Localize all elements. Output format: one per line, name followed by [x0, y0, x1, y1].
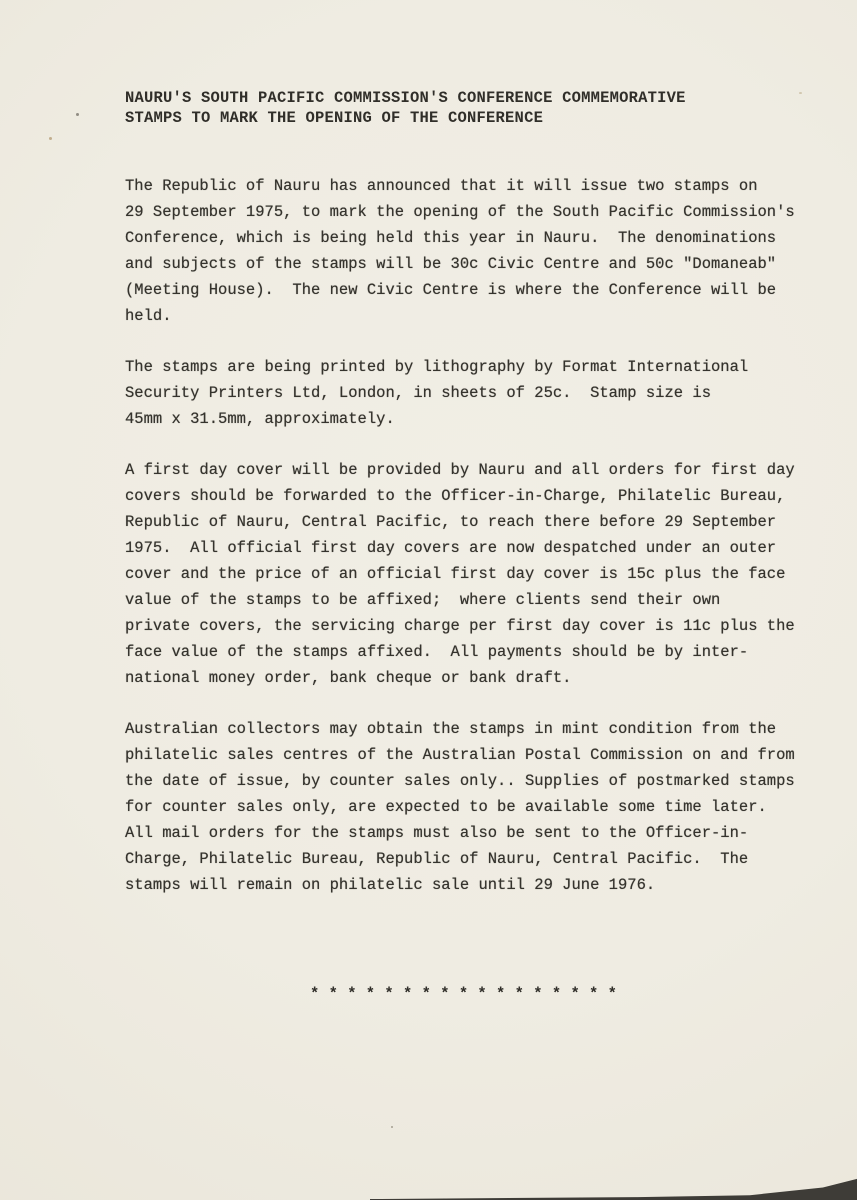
- paper-speck: [49, 137, 52, 140]
- text-line: Australian collectors may obtain the stamps in mint condition from the: [125, 720, 777, 738]
- text-line: The Republic of Nauru has announced that it will issue two stamps on: [125, 177, 758, 195]
- text-line: for counter sales only, are expected to be available some time later.: [125, 798, 767, 816]
- paragraph-australian-collectors: [125, 716, 795, 898]
- text-line: All mail orders for the stamps must also be sent to the Officer-in-: [125, 824, 749, 842]
- text-line: Security Printers Ltd, London, in sheets of 25c. Stamp size is: [125, 384, 711, 402]
- title-line: NAURU'S SOUTH PACIFIC COMMISSION'S CONFERENCE COMMEMORATIVE: [125, 89, 686, 107]
- title-line: STAMPS TO MARK THE OPENING OF THE CONFERENCE: [125, 109, 544, 127]
- text-line: The stamps are being printed by lithography by Format International: [125, 358, 749, 376]
- text-line: Republic of Nauru, Central Pacific, to reach there before 29 September: [125, 513, 777, 531]
- paragraph-first-day-cover: [125, 457, 795, 691]
- text-line: Charge, Philatelic Bureau, Republic of Nauru, Central Pacific. The: [125, 850, 749, 868]
- scan-edge-shadow: [370, 1176, 857, 1200]
- document-title: [125, 88, 686, 128]
- paragraph-printing: [125, 354, 785, 432]
- text-line: (Meeting House). The new Civic Centre is where the Conference will be: [125, 281, 777, 299]
- text-line: covers should be forwarded to the Officer-in-Charge, Philatelic Bureau,: [125, 487, 786, 505]
- text-line: and subjects of the stamps will be 30c Civic Centre and 50c "Domaneab": [125, 255, 777, 273]
- text-line: face value of the stamps affixed. All payments should be by inter-: [125, 643, 749, 661]
- paper-speck: [76, 113, 79, 116]
- text-line: national money order, bank cheque or bank draft.: [125, 669, 572, 687]
- text-line: held.: [125, 307, 172, 325]
- text-line: 29 September 1975, to mark the opening of the South Pacific Commission's: [125, 203, 795, 221]
- paper-speck: [799, 92, 802, 94]
- text-line: private covers, the servicing charge per first day cover is 11c plus the: [125, 617, 795, 635]
- text-line: Conference, which is being held this year in Nauru. The denominations: [125, 229, 777, 247]
- text-line: the date of issue, by counter sales only.. Supplies of postmarked stamps: [125, 772, 795, 790]
- text-line: stamps will remain on philatelic sale until 29 June 1976.: [125, 876, 656, 894]
- text-line: 45mm x 31.5mm, approximately.: [125, 410, 395, 428]
- paragraph-announcement: [125, 173, 795, 329]
- text-line: philatelic sales centres of the Australian Postal Commission on and from: [125, 746, 795, 764]
- asterisk-separator: * * * * * * * * * * * * * * * * *: [310, 985, 617, 1003]
- text-line: A first day cover will be provided by Nauru and all orders for first day: [125, 461, 795, 479]
- text-line: cover and the price of an official first day cover is 15c plus the face: [125, 565, 786, 583]
- text-line: 1975. All official first day covers are now despatched under an outer: [125, 539, 777, 557]
- text-line: value of the stamps to be affixed; where clients send their own: [125, 591, 721, 609]
- paper-speck: [391, 1126, 393, 1128]
